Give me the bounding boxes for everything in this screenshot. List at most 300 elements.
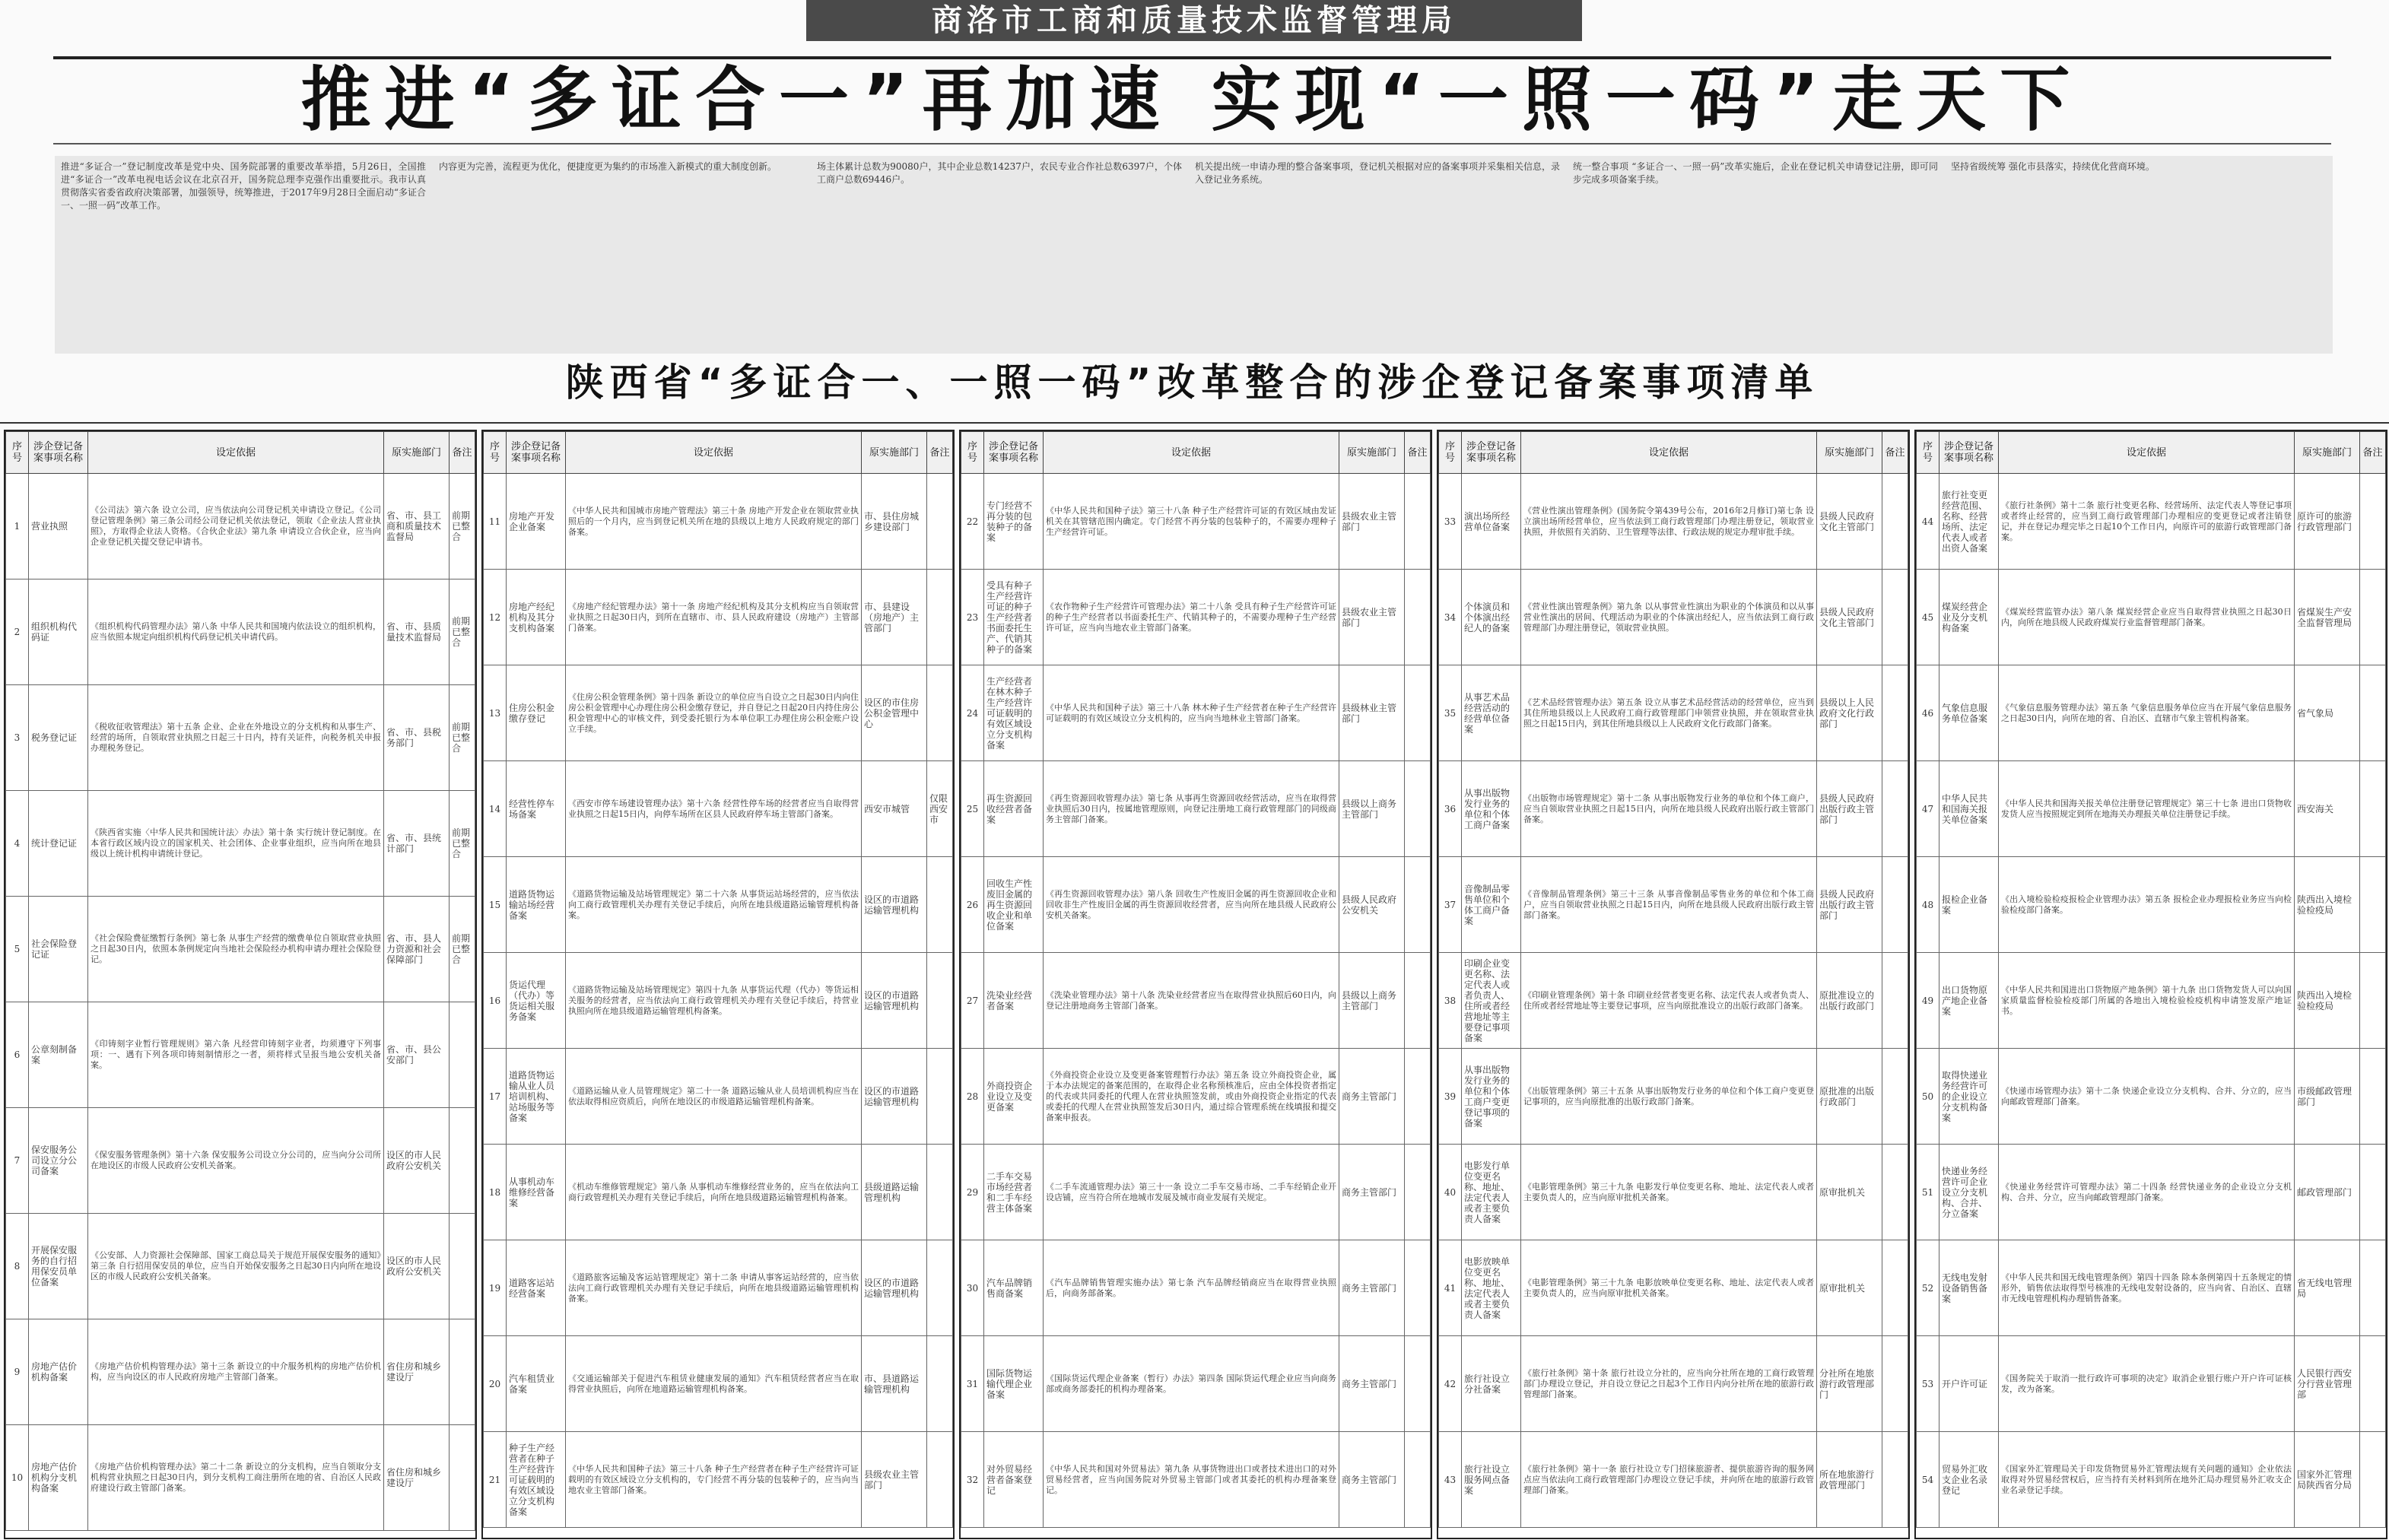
legal-basis: 《汽车品牌销售管理实施办法》第七条 汽车品牌经销商应当在取得营业执照后，向商务部备案。 [1044, 1240, 1339, 1336]
row-number: 14 [484, 761, 507, 857]
item-name: 统计登记证 [29, 791, 88, 897]
item-name: 经营性停车场备案 [507, 761, 566, 857]
table-row [484, 953, 953, 1049]
remark [450, 1108, 475, 1214]
legal-basis: 《快递市场管理办法》第十二条 快递企业设立分支机构、合并、分立的，应当向邮政管理部门备案。 [1999, 1049, 2295, 1145]
department: 人民银行西安分行营业管理部 [2295, 1336, 2360, 1432]
item-name: 房地产经纪机构及其分支机构备案 [507, 570, 566, 665]
table-row [1439, 665, 1908, 761]
remark [1405, 1049, 1431, 1145]
remark [2360, 570, 2386, 665]
table-row [484, 665, 953, 761]
header-basis: 设定依据 [88, 432, 384, 474]
remark [2360, 1336, 2386, 1432]
row-number: 11 [484, 474, 507, 570]
department: 省住房和城乡建设厅 [384, 1319, 450, 1425]
remark [2360, 857, 2386, 953]
table-header [6, 432, 475, 474]
legal-basis: 《税收征收管理法》第十五条 企业、企业在外地设立的分支机构和从事生产、经营的场所，自领取营业执照之日起三十日内，持有关证件，向税务机关申报办理税务登记。 [88, 685, 384, 791]
legal-basis: 《交通运输部关于促进汽车租赁业健康发展的通知》汽车租赁经营者应当在取得营业执照后，向所在地道路运输管理机构备案。 [566, 1336, 862, 1432]
table-row [6, 474, 475, 579]
article-column: 推进“多证合一”登记制度改革是党中央、国务院部署的重要改革举措，5月26日，全国推进“多证合一”改革电视电话会议在北京召开，国务院总理李克强作出重要批示。我市认真贯彻落实省委省政府决策部署，加强领导，统筹推进，于2017年9月28日全面启动“多证合一、一照一码”改革工作。 [61, 161, 426, 211]
remark [450, 1425, 475, 1531]
item-name: 汽车品牌销售商备案 [984, 1240, 1044, 1336]
department: 市、县道路运输管理机构 [862, 1336, 927, 1432]
table-row [6, 1214, 475, 1319]
table-row [961, 1432, 1431, 1528]
department: 县级人民政府出版行政主管部门 [1817, 857, 1882, 953]
legal-basis: 《再生资源回收管理办法》第七条 从事再生资源回收经营活动，应当在取得营业执照后30日内，按属地管理原则，向登记注册地工商行政管理部门的同级商务主管部门备案。 [1044, 761, 1339, 857]
table-header [484, 432, 953, 474]
header-dept: 原实施部门 [384, 432, 450, 474]
department: 西安市城管 [862, 761, 927, 857]
item-name: 从事机动车维修经营备案 [507, 1145, 566, 1240]
table-row [961, 1049, 1431, 1145]
table-row [1439, 474, 1908, 570]
legal-basis: 《农作物种子生产经营许可管理办法》第二十八条 受具有种子生产经营许可证的种子生产经营者以书面委托生产、代销其种子的，不需要办理种子生产经营许可证，应当向当地农业主管部门备案。 [1044, 570, 1339, 665]
row-number: 54 [1917, 1432, 1939, 1528]
article-column: 统一整合事项 “多证合一、一照一码”改革实施后，企业在登记机关申请登记注册，即可同步完成多项备案手续。 [1573, 161, 1938, 185]
item-name: 无线电发射设备销售备案 [1939, 1240, 1999, 1336]
table-header [1439, 432, 1908, 474]
row-number: 28 [961, 1049, 984, 1145]
remark [2360, 474, 2386, 570]
department: 所在地旅游行政管理部门 [1817, 1432, 1882, 1528]
legal-basis: 《公司法》第六条 设立公司，应当依法向公司登记机关申请设立登记。《公司登记管理条例》第三条公司经公司登记机关依法登记，领取《企业法人营业执照》，方取得企业法人资格。《合伙企业法》第九条 申请设立合伙企业，应当向企业登记机关提交登记申请书。 [88, 474, 384, 579]
legal-basis: 《道路运输从业人员管理规定》第二十一条 道路运输从业人员培训机构应当在依法取得相应资质后，向所在地设区的市级道路运输管理机构备案。 [566, 1049, 862, 1145]
header-basis: 设定依据 [1521, 432, 1817, 474]
item-name: 房地产估价机构备案 [29, 1319, 88, 1425]
table-row [484, 761, 953, 857]
legal-basis: 《音像制品管理条例》第三十三条 从事音像制品零售业务的单位和个体工商户，应当自领取营业执照之日起15日内，向所在地县级人民政府出版行政主管部门备案。 [1521, 857, 1817, 953]
row-number: 36 [1439, 761, 1462, 857]
table-row [1439, 953, 1908, 1049]
table-row [484, 1049, 953, 1145]
remark [1882, 761, 1908, 857]
article-column: 机关提出统一申请办理的整合备案事项，登记机关根据对应的备案事项并采集相关信息，录入登记业务系统。 [1195, 161, 1560, 185]
department: 县级道路运输管理机构 [862, 1145, 927, 1240]
item-name: 报检企业备案 [1939, 857, 1999, 953]
table-header [961, 432, 1431, 474]
table-row [961, 1145, 1431, 1240]
remark [1405, 1432, 1431, 1528]
remark: 前期已整合 [450, 579, 475, 685]
department: 商务主管部门 [1339, 1240, 1405, 1336]
table-row [1917, 1240, 2386, 1336]
item-name: 旅行社设立分社备案 [1462, 1336, 1521, 1432]
header-dept: 原实施部门 [2295, 432, 2360, 474]
legal-basis: 《中华人民共和国无线电管理条例》第四十四条 除本条例第四十五条规定的情形外，销售依法取得型号核准的无线电发射设备的，应当向省、自治区、直辖市无线电管理机构办理销售备案。 [1999, 1240, 2295, 1336]
legal-basis: 《中华人民共和国对外贸易法》第九条 从事货物进出口或者技术进出口的对外贸易经营者，应当向国务院对外贸易主管部门或者其委托的机构办理备案登记。 [1044, 1432, 1339, 1528]
department: 省、市、县质量技术监督局 [384, 579, 450, 685]
table-row [1917, 1336, 2386, 1432]
legal-basis: 《旅行社条例》第十条 旅行社设立分社的，应当向分社所在地的工商行政管理部门办理设立登记，并自设立登记之日起3个工作日内向分社所在地的旅游行政管理部门备案。 [1521, 1336, 1817, 1432]
row-number: 27 [961, 953, 984, 1049]
remark [1405, 1336, 1431, 1432]
department: 县级农业主管部门 [1339, 570, 1405, 665]
table-row [6, 1425, 475, 1531]
legal-basis: 《艺术品经营管理办法》第五条 设立从事艺术品经营活动的经营单位，应当到其住所地县级以上人民政府工商行政管理部门申领营业执照，并在领取营业执照之日起15日内，到其住所地县级以上人民政府文化行政部门备案。 [1521, 665, 1817, 761]
row-number: 8 [6, 1214, 29, 1319]
table-row [484, 1145, 953, 1240]
row-number: 22 [961, 474, 984, 570]
remark [2360, 953, 2386, 1049]
article-body [55, 156, 2333, 354]
row-number: 15 [484, 857, 507, 953]
legal-basis: 《中华人民共和国城市房地产管理法》第三十条 房地产开发企业在领取营业执照后的一个月内，应当到登记机关所在地的县级以上地方人民政府规定的部门备案。 [566, 474, 862, 570]
legal-basis: 《道路货物运输及站场管理规定》第四十九条 从事货运代理（代办）等货运相关服务的经营者，应当依法向工商行政管理机关办理有关登记手续后，持营业执照向所在地县级道路运输管理机构备案。 [566, 953, 862, 1049]
department: 省、市、县工商和质量技术监督局 [384, 474, 450, 579]
table-row [6, 685, 475, 791]
row-number: 41 [1439, 1240, 1462, 1336]
department: 设区的市道路运输管理机构 [862, 857, 927, 953]
table-row [6, 1319, 475, 1425]
header-note: 备注 [450, 432, 475, 474]
table-row [1439, 1240, 1908, 1336]
row-number: 47 [1917, 761, 1939, 857]
department: 设区的市人民政府公安机关 [384, 1108, 450, 1214]
remark [1882, 570, 1908, 665]
header-basis: 设定依据 [566, 432, 862, 474]
header-basis: 设定依据 [1044, 432, 1339, 474]
row-number: 40 [1439, 1145, 1462, 1240]
row-number: 30 [961, 1240, 984, 1336]
item-name: 汽车租赁业备案 [507, 1336, 566, 1432]
row-number: 53 [1917, 1336, 1939, 1432]
item-name: 二手车交易市场经营者和二手车经营主体备案 [984, 1145, 1044, 1240]
item-name: 贸易外汇收支企业名录登记 [1939, 1432, 1999, 1528]
header-note: 备注 [1882, 432, 1908, 474]
table-row [961, 665, 1431, 761]
remark [1405, 953, 1431, 1049]
remark [927, 953, 953, 1049]
table-row [6, 897, 475, 1002]
item-name: 种子生产经营者在种子生产经营许可证载明的有效区域设立分支机构备案 [507, 1432, 566, 1528]
item-name: 取得快递业务经营许可的企业设立分支机构备案 [1939, 1049, 1999, 1145]
row-number: 38 [1439, 953, 1462, 1049]
table-row [1439, 1145, 1908, 1240]
table-row [484, 474, 953, 570]
header-name: 涉企登记备案事项名称 [29, 432, 88, 474]
row-number: 23 [961, 570, 984, 665]
row-number: 5 [6, 897, 29, 1002]
remark [2360, 1145, 2386, 1240]
item-name: 房地产估价机构分支机构备案 [29, 1425, 88, 1531]
legal-basis: 《机动车维修管理规定》第八条 从事机动车维修经营业务的，应当在依法向工商行政管理机关办理有关登记手续后，向所在地县级道路运输管理机构备案。 [566, 1145, 862, 1240]
department: 县级林业主管部门 [1339, 665, 1405, 761]
article-column: 坚持省级统筹 强化市县落实，持续优化营商环境。 [1951, 161, 2155, 172]
item-name: 税务登记证 [29, 685, 88, 791]
department: 县级人民政府公安机关 [1339, 857, 1405, 953]
item-name: 从事艺术品经营活动的经营单位备案 [1462, 665, 1521, 761]
row-number: 17 [484, 1049, 507, 1145]
list-title-rule [0, 422, 2389, 424]
row-number: 29 [961, 1145, 984, 1240]
department: 市、县建设（房地产）主管部门 [862, 570, 927, 665]
header-dept: 原实施部门 [1817, 432, 1882, 474]
header-no: 序号 [1439, 432, 1462, 474]
remark [1882, 1049, 1908, 1145]
remark [1405, 1240, 1431, 1336]
item-name: 专门经营不再分装的包装种子的备案 [984, 474, 1044, 570]
row-number: 34 [1439, 570, 1462, 665]
department: 商务主管部门 [1339, 1336, 1405, 1432]
row-number: 16 [484, 953, 507, 1049]
remark [1882, 1432, 1908, 1528]
department: 设区的市人民政府公安机关 [384, 1214, 450, 1319]
department: 县级人民政府文化主管部门 [1817, 570, 1882, 665]
legal-basis: 《电影管理条例》第三十九条 电影发行单位变更名称、地址、法定代表人或者主要负责人的，应当向原审批机关备案。 [1521, 1145, 1817, 1240]
table-row [1439, 1432, 1908, 1528]
row-number: 26 [961, 857, 984, 953]
remark: 前期已整合 [450, 897, 475, 1002]
table-row [961, 761, 1431, 857]
remark [1882, 474, 1908, 570]
department: 省、市、县公安部门 [384, 1002, 450, 1108]
row-number: 32 [961, 1432, 984, 1528]
item-name: 中华人民共和国海关报关单位备案 [1939, 761, 1999, 857]
table-row [961, 570, 1431, 665]
row-number: 2 [6, 579, 29, 685]
department: 设区的市住房公积金管理中心 [862, 665, 927, 761]
department: 设区的市道路运输管理机构 [862, 953, 927, 1049]
remark [927, 1432, 953, 1528]
table-row [484, 857, 953, 953]
remark: 前期已整合 [450, 791, 475, 897]
legal-basis: 《住房公积金管理条例》第十四条 新设立的单位应当自设立之日起30日内向住房公积金管理中心办理住房公积金缴存登记，并自登记之日起20日内持住房公积金管理中心的审核文件，到受委托银行为本单位职工办理住房公积金账户设立手续。 [566, 665, 862, 761]
table-row [6, 1108, 475, 1214]
legal-basis: 《道路旅客运输及客运站管理规定》第十二条 申请从事客运站经营的，应当依法向工商行政管理机关办理有关登记手续后，向所在地县级道路运输管理机构备案。 [566, 1240, 862, 1336]
header-dept: 原实施部门 [862, 432, 927, 474]
row-number: 24 [961, 665, 984, 761]
table-row [961, 474, 1431, 570]
department: 陕西出入境检验检疫局 [2295, 857, 2360, 953]
legal-basis: 《印刷业管理条例》第十条 印刷业经营者变更名称、法定代表人或者负责人、住所或者经营地址等主要登记事项，应当向原批准设立的出版行政部门备案。 [1521, 953, 1817, 1049]
remark [1882, 1240, 1908, 1336]
item-name: 公章刻制备案 [29, 1002, 88, 1108]
department: 县级人民政府文化主管部门 [1817, 474, 1882, 570]
department: 商务主管部门 [1339, 1049, 1405, 1145]
table-row [1917, 761, 2386, 857]
legal-basis: 《房地产经纪管理办法》第十一条 房地产经纪机构及其分支机构应当自领取营业执照之日起30日内，到所在直辖市、市、县人民政府建设（房地产）主管部门备案。 [566, 570, 862, 665]
registration-table [4, 430, 477, 1539]
table-row [6, 579, 475, 685]
remark [1882, 1145, 1908, 1240]
row-number: 10 [6, 1425, 29, 1531]
table-row [1917, 665, 2386, 761]
table-row [1439, 1049, 1908, 1145]
remark [450, 1002, 475, 1108]
header-name: 涉企登记备案事项名称 [1939, 432, 1999, 474]
department: 原许可的旅游行政管理部门 [2295, 474, 2360, 570]
department: 商务主管部门 [1339, 1432, 1405, 1528]
department: 县级以上人民政府文化行政部门 [1817, 665, 1882, 761]
table-row [961, 953, 1431, 1049]
remark [1882, 665, 1908, 761]
row-number: 33 [1439, 474, 1462, 570]
remark [2360, 1240, 2386, 1336]
row-number: 6 [6, 1002, 29, 1108]
remark: 仅限西安市 [927, 761, 953, 857]
item-name: 个体演员和个体演出经纪人的备案 [1462, 570, 1521, 665]
row-number: 21 [484, 1432, 507, 1528]
remark: 前期已整合 [450, 474, 475, 579]
masthead: 商洛市工商和质量技术监督管理局 [806, 0, 1582, 41]
item-name: 从事出版物发行业务的单位和个体工商户备案 [1462, 761, 1521, 857]
remark [1882, 953, 1908, 1049]
table-header [1917, 432, 2386, 474]
table-row [1917, 1049, 2386, 1145]
remark [927, 1240, 953, 1336]
item-name: 音像制品零售单位和个体工商户备案 [1462, 857, 1521, 953]
row-number: 50 [1917, 1049, 1939, 1145]
registration-table [959, 430, 1432, 1539]
table-row [1439, 761, 1908, 857]
row-number: 18 [484, 1145, 507, 1240]
legal-basis: 《国家外汇管理局关于印发货物贸易外汇管理法规有关问题的通知》企业依法取得对外贸易经营权后，应当持有关材料到所在地外汇局办理贸易外汇收支企业名录登记手续。 [1999, 1432, 2295, 1528]
row-number: 4 [6, 791, 29, 897]
row-number: 51 [1917, 1145, 1939, 1240]
department: 省、市、县统计部门 [384, 791, 450, 897]
department: 省煤炭生产安全监督管理局 [2295, 570, 2360, 665]
item-name: 旅行社变更经营范围、名称、经营场所、法定代表人或者出资人备案 [1939, 474, 1999, 570]
headline: 推进“多证合一”再加速 实现“一照一码”走天下 [300, 59, 2084, 141]
legal-basis: 《营业性演出管理条例》第九条 以从事营业性演出为职业的个体演员和以从事营业性演出的居间、代理活动为职业的个体演出经纪人，应当依法到工商行政管理部门办理注册登记，领取营业执照。 [1521, 570, 1817, 665]
item-name: 气象信息服务单位备案 [1939, 665, 1999, 761]
legal-basis: 《再生资源回收管理办法》第八条 回收生产性废旧金属的再生资源回收企业和回收非生产性废旧金属的再生资源回收经营者，应当向所在地县级人民政府公安机关备案。 [1044, 857, 1339, 953]
legal-basis: 《中华人民共和国种子法》第三十八条 种子生产经营者在种子生产经营许可证载明的有效区域设立分支机构的，专门经营不再分装的包装种子的，应当向当地农业主管部门备案。 [566, 1432, 862, 1528]
remark [1882, 857, 1908, 953]
item-name: 回收生产性废旧金属的再生资源回收企业和单位备案 [984, 857, 1044, 953]
remark [1882, 1336, 1908, 1432]
table-row [961, 1240, 1431, 1336]
department: 国家外汇管理局陕西省分局 [2295, 1432, 2360, 1528]
item-name: 印刷企业变更名称、法定代表人或者负责人、住所或者经营地址等主要登记事项备案 [1462, 953, 1521, 1049]
remark [450, 1319, 475, 1425]
row-number: 9 [6, 1319, 29, 1425]
remark [2360, 761, 2386, 857]
row-number: 39 [1439, 1049, 1462, 1145]
legal-basis: 《保安服务管理条例》第十六条 保安服务公司设立分公司的，应当向分公司所在地设区的市级人民政府公安机关备案。 [88, 1108, 384, 1214]
legal-basis: 《旅行社条例》第十一条 旅行社设立专门招徕旅游者、提供旅游咨询的服务网点应当依法向工商行政管理部门办理设立登记手续，并向所在地的旅游行政管理部门备案。 [1521, 1432, 1817, 1528]
row-number: 49 [1917, 953, 1939, 1049]
legal-basis: 《二手车流通管理办法》第三十一条 设立二手车交易市场、二手车经销企业开设店铺，应当符合所在地城市发展及城市商业发展有关规定。 [1044, 1145, 1339, 1240]
department: 县级人民政府出版行政主管部门 [1817, 761, 1882, 857]
department: 县级农业主管部门 [1339, 474, 1405, 570]
item-name: 货运代理（代办）等货运相关服务备案 [507, 953, 566, 1049]
remark [1405, 857, 1431, 953]
item-name: 道路客运站经营备案 [507, 1240, 566, 1336]
row-number: 48 [1917, 857, 1939, 953]
item-name: 对外贸易经营者备案登记 [984, 1432, 1044, 1528]
remark [927, 474, 953, 570]
row-number: 42 [1439, 1336, 1462, 1432]
legal-basis: 《印铸刻字业暂行管理规则》第六条 凡经营印铸刻字业者，均须遵守下列事项：一、遇有下列各项印铸刻制情形之一者，须将样式呈报当地公安机关备案。 [88, 1002, 384, 1108]
department: 省无线电管理局 [2295, 1240, 2360, 1336]
department: 省、市、县税务部门 [384, 685, 450, 791]
header-note: 备注 [1405, 432, 1431, 474]
table-row [484, 1336, 953, 1432]
row-number: 35 [1439, 665, 1462, 761]
legal-basis: 《房地产估价机构管理办法》第二十二条 新设立的分支机构，应当自领取分支机构营业执照之日起30日内，到分支机构工商注册所在地的省、自治区人民政府建设行政主管部门备案。 [88, 1425, 384, 1531]
legal-basis: 《国际货运代理企业备案（暂行）办法》第四条 国际货运代理企业应当向商务部或商务部委托的机构办理备案。 [1044, 1336, 1339, 1432]
row-number: 46 [1917, 665, 1939, 761]
header-no: 序号 [6, 432, 29, 474]
item-name: 开户许可证 [1939, 1336, 1999, 1432]
table-row [6, 1002, 475, 1108]
legal-basis: 《房地产估价机构管理办法》第十三条 新设立的中介服务机构的房地产估价机构，应当向设区的市人民政府房地产主管部门备案。 [88, 1319, 384, 1425]
legal-basis: 《旅行社条例》第十二条 旅行社变更名称、经营场所、法定代表人等登记事项或者终止经营的，应当到工商行政管理部门办理相应的变更登记或者注销登记，并在登记办理完毕之日起10个工作日内，向原许可的旅游行政管理部门备案。 [1999, 474, 2295, 570]
legal-basis: 《中华人民共和国种子法》第三十八条 林木种子生产经营者在种子生产经营许可证载明的有效区域设立分支机构的，应当向当地林业主管部门备案。 [1044, 665, 1339, 761]
remark [927, 1336, 953, 1432]
remark [1405, 474, 1431, 570]
legal-basis: 《快递业务经营许可管理办法》第二十四条 经营快递业务的企业设立分支机构、合并、分立，应当向邮政管理部门备案。 [1999, 1145, 2295, 1240]
header-dept: 原实施部门 [1339, 432, 1405, 474]
table-row [1917, 474, 2386, 570]
item-name: 外商投资企业设立及变更备案 [984, 1049, 1044, 1145]
department: 市级邮政管理部门 [2295, 1049, 2360, 1145]
item-name: 再生资源回收经营者备案 [984, 761, 1044, 857]
table-row [961, 1336, 1431, 1432]
department: 省住房和城乡建设厅 [384, 1425, 450, 1531]
legal-basis: 《外商投资企业设立及变更备案管理暂行办法》第五条 设立外商投资企业，属于本办法规定的备案范围的，在取得企业名称预核准后，应由全体投资者指定的代表或共同委托的代理人在营业执照签发前，或由外商投资企业指定的代表或委托的代理人在营业执照签发后30日内，通过综合管理系统在线填报和提交备案申报表。 [1044, 1049, 1339, 1145]
department: 商务主管部门 [1339, 1145, 1405, 1240]
table-row [1439, 570, 1908, 665]
remark [2360, 1432, 2386, 1528]
legal-basis: 《陕西省实施〈中华人民共和国统计法〉办法》第十条 实行统计登记制度。在本省行政区域内设立的国家机关、社会团体、企业事业组织，应当向所在地县级以上统计机构申请统计登记。 [88, 791, 384, 897]
item-name: 开展保安服务的自行招用保安员单位备案 [29, 1214, 88, 1319]
legal-basis: 《公安部、人力资源社会保障部、国家工商总局关于规范开展保安服务的通知》第三条 自行招用保安员的单位，应当自开始保安服务之日起30日内向所在地设区的市级人民政府公安机关备案。 [88, 1214, 384, 1319]
item-name: 电影发行单位变更名称、地址、法定代表人或者主要负责人备案 [1462, 1145, 1521, 1240]
row-number: 37 [1439, 857, 1462, 953]
item-name: 出口货物原产地企业备案 [1939, 953, 1999, 1049]
row-number: 13 [484, 665, 507, 761]
item-name: 电影放映单位变更名称、地址、法定代表人或者主要负责人备案 [1462, 1240, 1521, 1336]
remark [927, 1049, 953, 1145]
department: 省气象局 [2295, 665, 2360, 761]
header-name: 涉企登记备案事项名称 [507, 432, 566, 474]
department: 县级以上商务主管部门 [1339, 953, 1405, 1049]
legal-basis: 《电影管理条例》第三十九条 电影放映单位变更名称、地址、法定代表人或者主要负责人的，应当向原审批机关备案。 [1521, 1240, 1817, 1336]
header-note: 备注 [2360, 432, 2386, 474]
row-number: 31 [961, 1336, 984, 1432]
table-row [1439, 1336, 1908, 1432]
table-row [484, 570, 953, 665]
row-number: 52 [1917, 1240, 1939, 1336]
table-row [484, 1432, 953, 1528]
department: 设区的市道路运输管理机构 [862, 1049, 927, 1145]
department: 陕西出入境检验检疫局 [2295, 953, 2360, 1049]
item-name: 道路货物运输从业人员培训机构、站场服务等备案 [507, 1049, 566, 1145]
department: 设区的市道路运输管理机构 [862, 1240, 927, 1336]
row-number: 25 [961, 761, 984, 857]
row-number: 45 [1917, 570, 1939, 665]
remark: 前期已整合 [450, 685, 475, 791]
item-name: 演出场所经营单位备案 [1462, 474, 1521, 570]
table-row [484, 1240, 953, 1336]
remark [1405, 570, 1431, 665]
remark [2360, 1049, 2386, 1145]
department: 原审批机关 [1817, 1240, 1882, 1336]
header-note: 备注 [927, 432, 953, 474]
remark [1405, 665, 1431, 761]
registration-table [1914, 430, 2387, 1539]
department: 县级以上商务主管部门 [1339, 761, 1405, 857]
item-name: 煤炭经营企业及分支机构备案 [1939, 570, 1999, 665]
item-name: 住房公积金缴存登记 [507, 665, 566, 761]
article-column: 内容更为完善，流程更为优化，便捷度更为集约的市场准入新模式的重大制度创新。 [439, 161, 777, 172]
table-row [1917, 953, 2386, 1049]
